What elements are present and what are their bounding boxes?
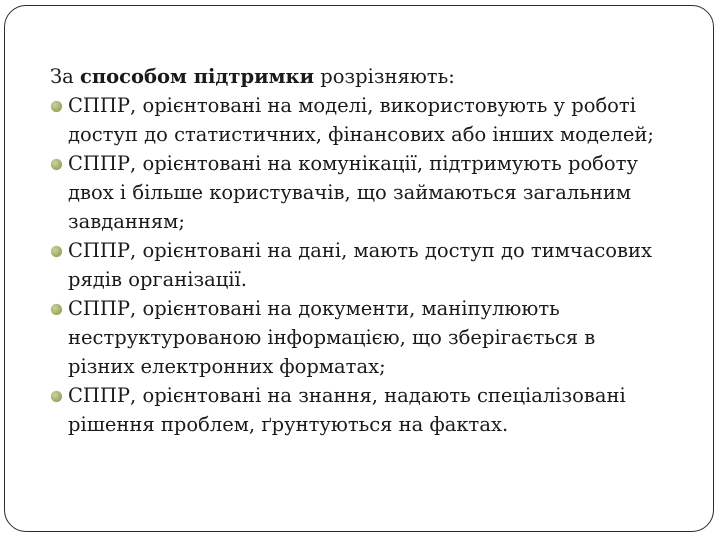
list-item-line: рядів організації. — [68, 268, 247, 291]
list-item-line: неструктурованою інформацією, що зберігається в — [68, 326, 596, 349]
list-item-line: рішення проблем, ґрунтуються на фактах. — [68, 413, 509, 436]
list-item-line: СППР, орієнтовані на моделі, використовують у роботі — [68, 94, 636, 117]
list-item-line: завданням; — [68, 210, 185, 233]
intro-bold: способом підтримки — [79, 65, 315, 88]
intro-line — [50, 62, 690, 91]
list-item — [50, 149, 690, 236]
list-item — [50, 381, 690, 439]
bullet-dot-icon — [51, 246, 62, 257]
list-item-line: СППР, орієнтовані на знання, надають спеціалізовані — [68, 384, 626, 407]
intro-prefix: За — [50, 65, 80, 88]
list-item-line: двох і більше користувачів, що займаються загальним — [68, 181, 632, 204]
bullet-dot-icon — [51, 391, 62, 402]
bullet-list — [50, 91, 690, 439]
bullet-dot-icon — [51, 101, 62, 112]
list-item-line: різних електронних форматах; — [68, 355, 386, 378]
bullet-dot-icon — [51, 159, 62, 170]
list-item — [50, 236, 690, 294]
list-item-line: доступ до статистичних, фінансових або інших моделей; — [68, 123, 654, 146]
list-item-line: СППР, орієнтовані на комунікації, підтримують роботу — [68, 152, 638, 175]
bullet-dot-icon — [51, 304, 62, 315]
intro-suffix: розрізняють: — [314, 65, 455, 88]
list-item-line: СППР, орієнтовані на дані, мають доступ до тимчасових — [68, 239, 653, 262]
list-item — [50, 294, 690, 381]
list-item-line: СППР, орієнтовані на документи, маніпулюють — [68, 297, 560, 320]
list-item — [50, 91, 690, 149]
slide-content — [50, 62, 690, 439]
